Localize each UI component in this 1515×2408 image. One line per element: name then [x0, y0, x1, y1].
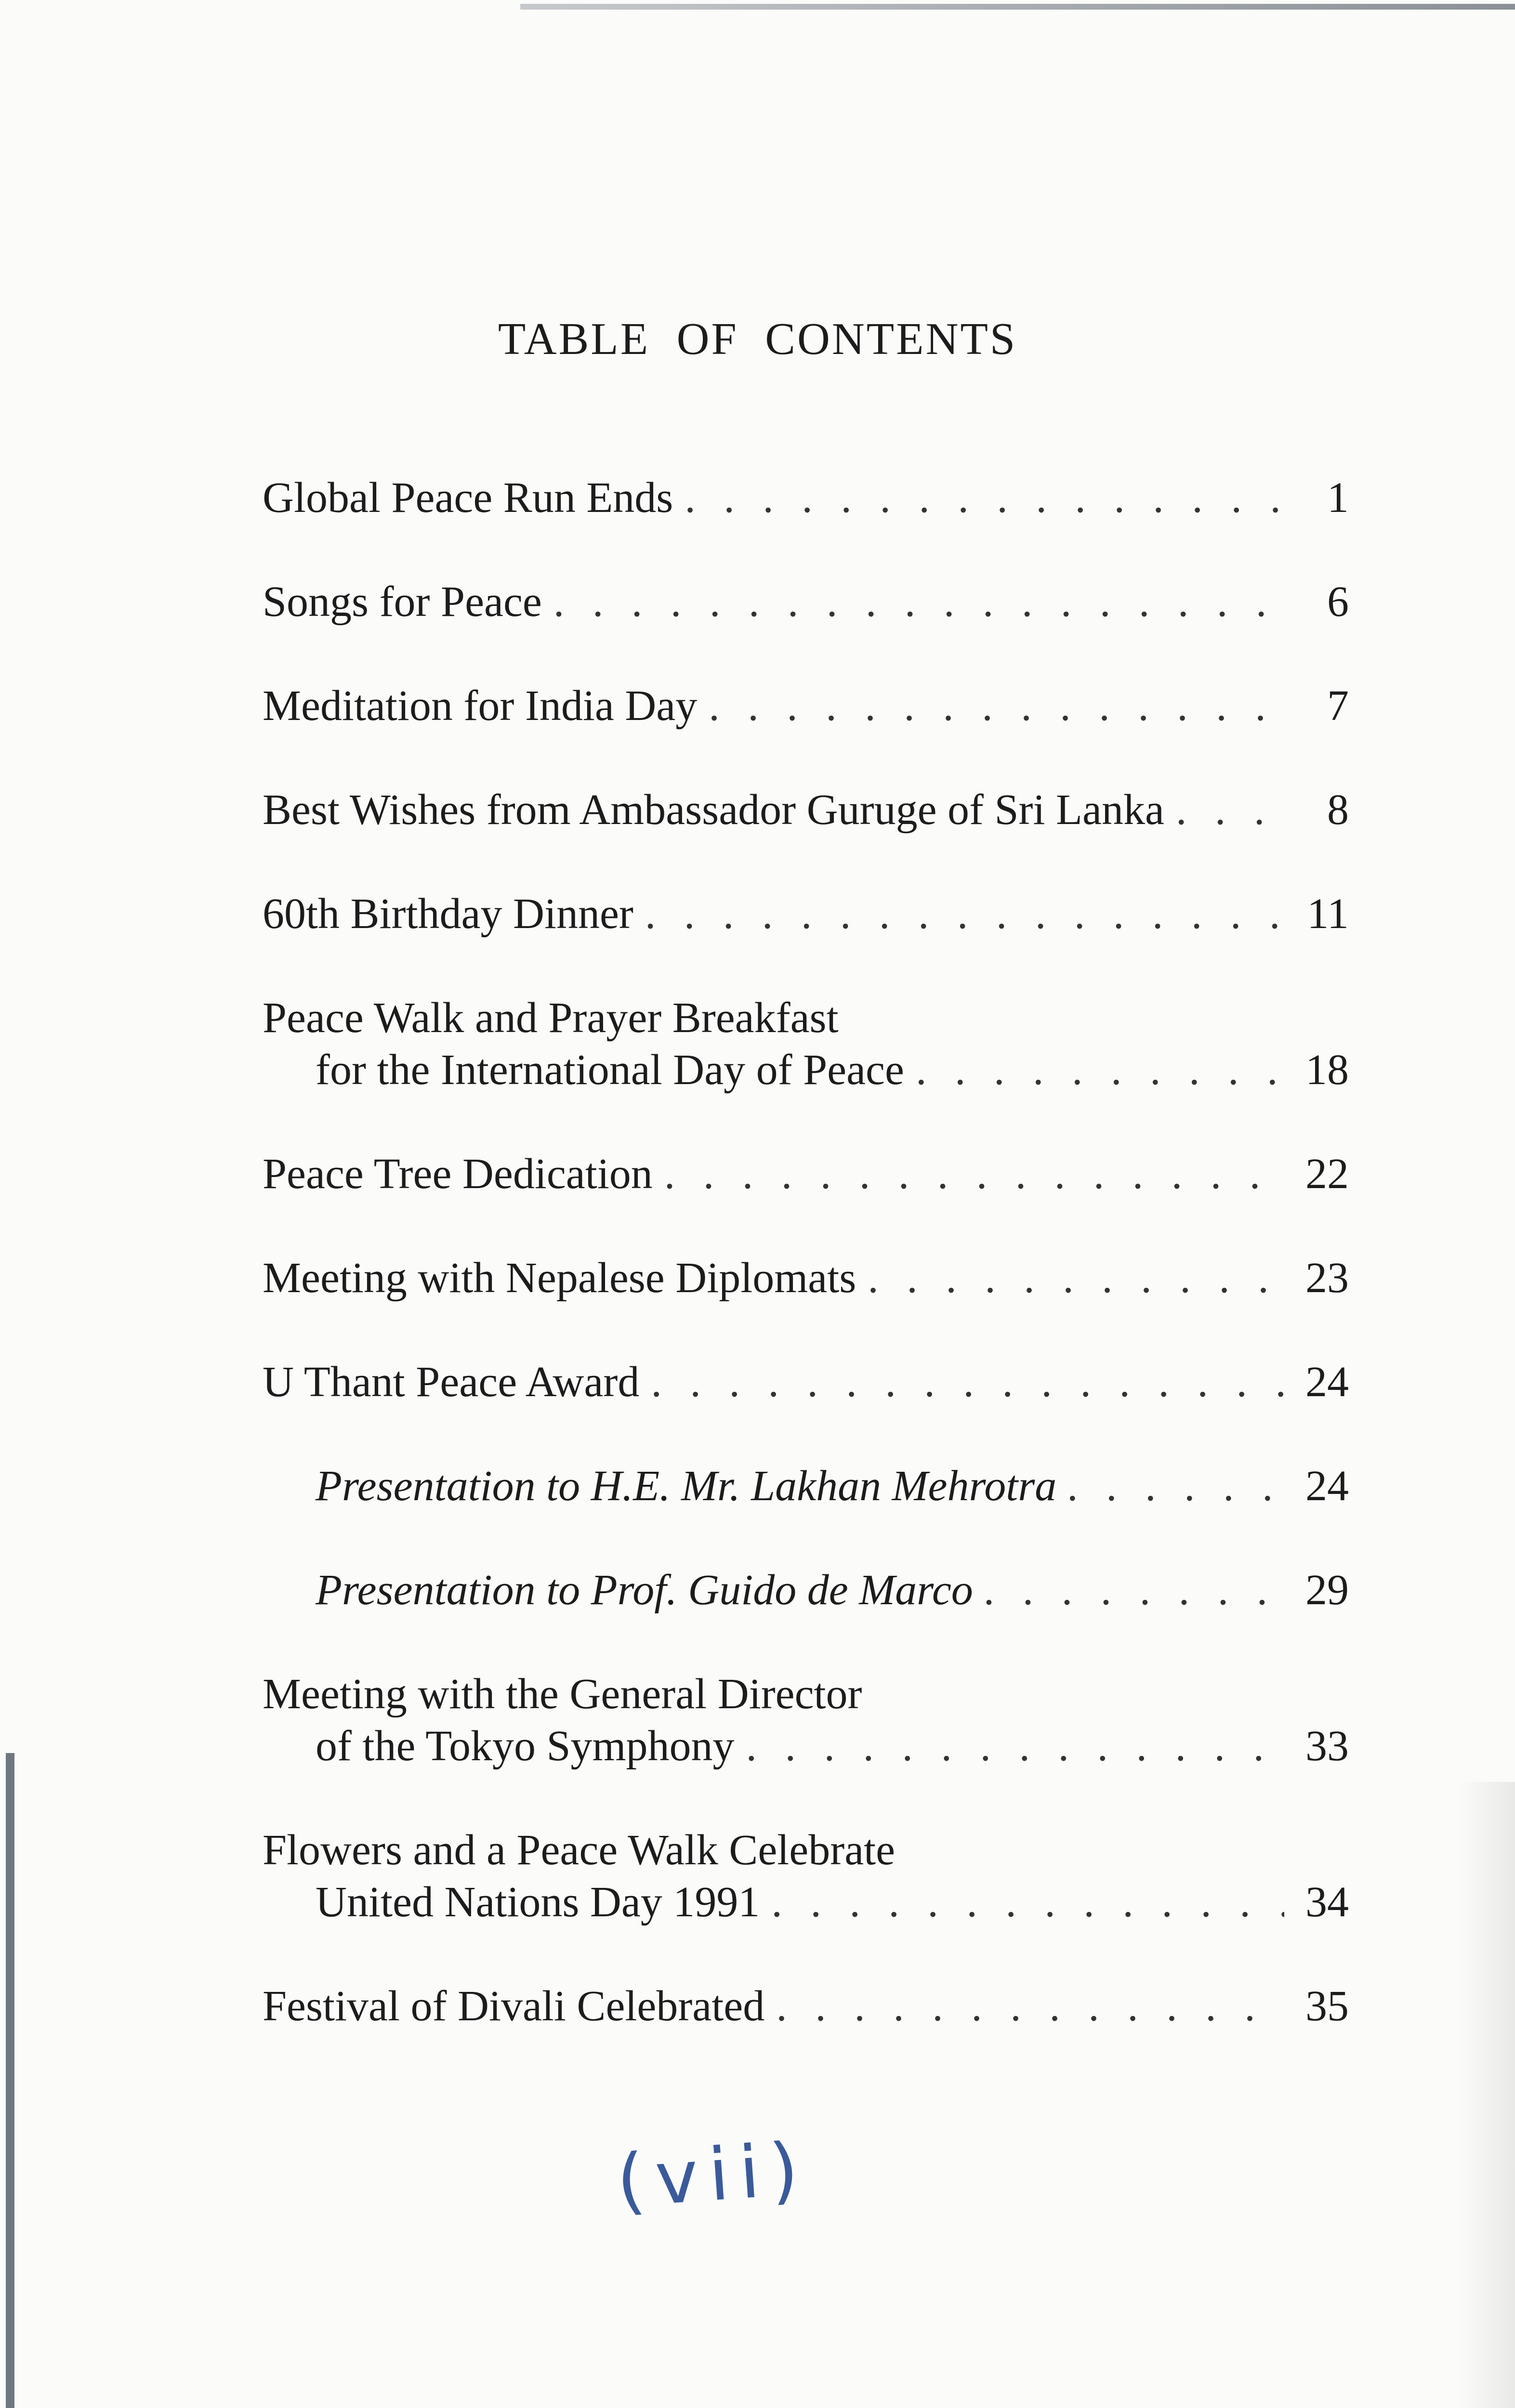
dot-leader — [985, 1564, 1284, 1616]
toc-entry-title: U Thant Peace Award — [263, 1358, 640, 1406]
scan-binding-edge — [6, 1753, 14, 2408]
toc-entry-title: 60th Birthday Dinner — [263, 890, 633, 938]
toc-entry-title: Flowers and a Peace Walk Celebrate — [263, 1826, 896, 1874]
toc-entry-page: 33 — [1305, 1722, 1349, 1770]
toc-subentry[interactable] — [263, 1460, 1349, 1512]
dot-leader — [709, 680, 1284, 732]
toc-entry-title: Peace Tree Dedication — [263, 1150, 653, 1198]
dot-leader — [1176, 784, 1284, 836]
toc-entry-page: 34 — [1305, 1878, 1349, 1926]
toc-entry-title: Festival of Divali Celebrated — [263, 1982, 765, 2030]
toc-entry-page: 29 — [1305, 1566, 1349, 1614]
toc-entry-page: 11 — [1307, 890, 1349, 938]
toc-entry-title: Global Peace Run Ends — [263, 474, 673, 522]
toc-entry-title: Presentation to H.E. Mr. Lakhan Mehrotra — [316, 1462, 1057, 1510]
toc-entry[interactable] — [263, 680, 1349, 732]
toc-entry-page: 22 — [1305, 1150, 1349, 1198]
toc-subentry[interactable] — [263, 1564, 1349, 1616]
toc-entry[interactable] — [263, 1356, 1349, 1408]
dot-leader — [685, 472, 1284, 524]
dot-leader — [664, 1148, 1284, 1200]
dot-leader — [868, 1252, 1284, 1304]
toc-entry-title: Songs for Peace — [263, 578, 542, 626]
toc-entry[interactable] — [263, 784, 1349, 836]
dot-leader — [916, 1044, 1284, 1096]
dot-leader — [746, 1720, 1284, 1772]
toc-entry-title: Presentation to Prof. Guido de Marco — [316, 1566, 973, 1614]
toc-entry-title: Meditation for India Day — [263, 682, 698, 730]
toc-entry-title-continued: United Nations Day 1991 — [316, 1878, 760, 1926]
scan-edge-rule — [520, 4, 1515, 10]
toc-entry[interactable] — [263, 472, 1349, 524]
toc-entry[interactable] — [263, 1824, 1349, 1928]
page-title: TABLE OF CONTENTS — [498, 314, 1017, 364]
handwritten-page-number: (vii) — [614, 2127, 812, 2224]
toc-entry-title: Meeting with the General Director — [263, 1670, 862, 1718]
toc-entry-page: 35 — [1305, 1982, 1349, 2030]
dot-leader — [651, 1356, 1284, 1408]
dot-leader — [553, 576, 1284, 628]
toc-entry-page: 1 — [1327, 474, 1349, 522]
toc-entry-title: Peace Walk and Prayer Breakfast — [263, 994, 839, 1042]
toc-entry-page: 18 — [1305, 1046, 1349, 1094]
scan-shadow — [1457, 1782, 1515, 2408]
dot-leader — [1068, 1460, 1284, 1512]
toc-entry[interactable] — [263, 1252, 1349, 1304]
table-of-contents — [263, 472, 1349, 2032]
toc-entry[interactable] — [263, 1668, 1349, 1772]
toc-entry-title-continued: of the Tokyo Symphony — [316, 1722, 735, 1770]
toc-entry-page: 23 — [1305, 1254, 1349, 1302]
toc-entry-title: Best Wishes from Ambassador Guruge of Sri Lanka — [263, 786, 1164, 834]
toc-entry[interactable] — [263, 888, 1349, 940]
toc-entry-page: 24 — [1305, 1462, 1349, 1510]
toc-entry-title: Meeting with Nepalese Diplomats — [263, 1254, 856, 1302]
toc-entry[interactable] — [263, 1980, 1349, 2032]
toc-entry-page: 8 — [1327, 786, 1349, 834]
toc-entry[interactable] — [263, 576, 1349, 628]
dot-leader — [776, 1980, 1284, 2032]
toc-entry-title-continued: for the International Day of Peace — [316, 1046, 904, 1094]
dot-leader — [645, 888, 1284, 940]
toc-entry-page: 6 — [1327, 578, 1349, 626]
dot-leader — [771, 1876, 1284, 1928]
toc-entry-page: 24 — [1305, 1358, 1349, 1406]
toc-entry-page: 7 — [1327, 682, 1349, 730]
toc-entry[interactable] — [263, 992, 1349, 1096]
toc-entry[interactable] — [263, 1148, 1349, 1200]
